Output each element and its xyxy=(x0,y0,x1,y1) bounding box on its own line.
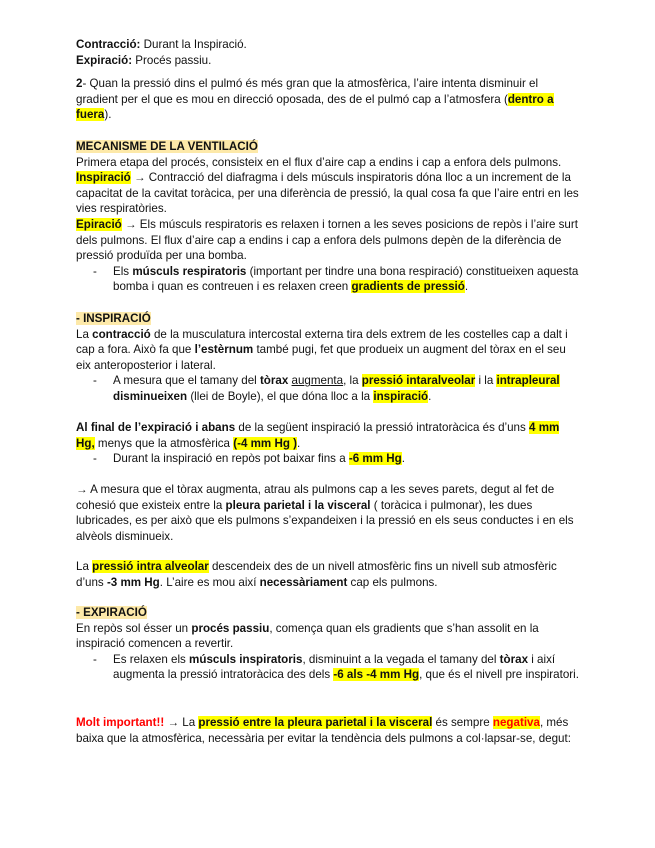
arrow-paragraph: → A mesura que el tòrax augmenta, atrau als pulmons cap a les seves parets, degut al fet de cohesió que existeix entre la pleura parietal i la visceral ( toràcica i pulmonar), les dues lubricades, es per això que els pulmons s’expandeixen i la pressió en els seus conductes i en els alvèols disminueix. xyxy=(76,483,574,543)
important-paragraph: Molt important!! → La pressió entre la pleura parietal i la visceral és sempre negativa, més baixa que la atmosfèrica, necessària per evitar la tendència dels pulmons a col·lapsar-se, degut: xyxy=(76,716,571,745)
inspiracio-heading: - INSPIRACIÓ xyxy=(76,312,151,325)
point-number: 2 xyxy=(76,77,83,90)
highlight-dentro-a-fuera: dentro a fuera xyxy=(76,92,554,122)
bullet-dash: - xyxy=(93,264,97,278)
expiracio-section: - EXPIRACIÓ En repòs sol ésser un procés passiu, comença quan els gradients que s’han assolit en la inspiració comencen a revertir. - Es relaxen els músculs inspiratoris, disminuint a la vegada el tamany del tòrax i així augmenta la pressió intratoràcica des dels -6 als -4 mm Hg, que és el nivell pre inspiratori. xyxy=(76,605,581,683)
inspiracio-label: Inspiració xyxy=(76,171,131,185)
intro-block xyxy=(76,37,581,68)
mecanisme-section xyxy=(76,139,581,295)
contraccio-label: Contracció: xyxy=(76,38,141,51)
bullet-musculs: - Els músculs respiratoris (important per tindre una bona respiració) constitueixen aquesta bomba i quan es contreuen i es relaxen creen gradients de pressió. xyxy=(93,264,579,294)
final-expiracio-block: Al final de l’expiració i abans de la següent inspiració la pressió intratoràcica és d’uns 4 mm Hg, menys que la atmosfèrica (-4 mm Hg ). - Durant la inspiració en repòs pot baixar fins a -6 mm Hg. xyxy=(76,420,581,467)
contraccio-line: Contracció: Durant la Inspiració. xyxy=(76,38,247,51)
bullet-repos: - Durant la inspiració en repòs pot baixar fins a -6 mm Hg. xyxy=(93,452,405,466)
inspiracio-text: La contracció de la musculatura intercostal externa tira dels extrem de les costelles cap a dalt i cap a fora. Això fa que l’estèrnum també pugi, fet que produeix un augment del tòrax en el seu eix anteroposterior i lateral. xyxy=(76,327,568,372)
inspiracio-section xyxy=(76,311,581,405)
epiracio-label: Epiració xyxy=(76,217,122,231)
mecanisme-intro: Primera etapa del procés, consisteix en el flux d’aire cap a endins i cap a enfora dels pulmons. xyxy=(76,155,562,169)
bullet-torax: - A mesura que el tamany del tòrax augmenta, la pressió intaralveolar i la intrapleural disminueixen (llei de Boyle), el que dóna lloc a la inspiració. xyxy=(93,374,560,403)
epiracio-definition: Epiració → Els músculs respiratoris es relaxen i tornen a les seves posicions de repòs i l’aire surt dels pulmons. El flux d’aire cap a endins i cap a enfora dels pulmons depèn de la diferència de pressió produïda per una bomba. xyxy=(76,217,578,263)
important-label: Molt important!! xyxy=(76,716,165,729)
inspiracio-definition: Inspiració → Contracció del diafragma i dels músculs inspiratoris dóna lloc a un increment de la capacitat de la cavitat toràcica, per una diferència de pressió, la qual cosa fa que l’aire entri en les vies respiratòries. xyxy=(76,171,579,216)
expiracio-heading: - EXPIRACIÓ xyxy=(76,606,147,619)
expiracio-line: Expiració: Procés passiu. xyxy=(76,53,212,67)
point-2: 2- Quan la pressió dins el pulmó és més gran que la atmosfèrica, l’aire intenta disminuir el gradient per el que es mou en direcció oposada, des de el pulmó cap a l’atmosfera (dentro a fuera). xyxy=(76,77,554,122)
alveolar-paragraph: La pressió intra alveolar descendeix des de un nivell atmosfèric fins un nivell sub atmosfèric d’uns -3 mm Hg. L’aire es mou així necessàriament cap els pulmons. xyxy=(76,560,557,589)
negativa-highlight: negativa xyxy=(492,716,540,729)
expiracio-label: Expiració: xyxy=(76,53,133,67)
mecanisme-heading: MECANISME DE LA VENTILACIÓ xyxy=(76,140,258,153)
bullet-relaxen: - Es relaxen els músculs inspiratoris, disminuint a la vegada el tamany del tòrax i així augmenta la pressió intratoràcica des dels -6 als -4 mm Hg, que és el nivell pre inspiratori. xyxy=(93,652,579,682)
